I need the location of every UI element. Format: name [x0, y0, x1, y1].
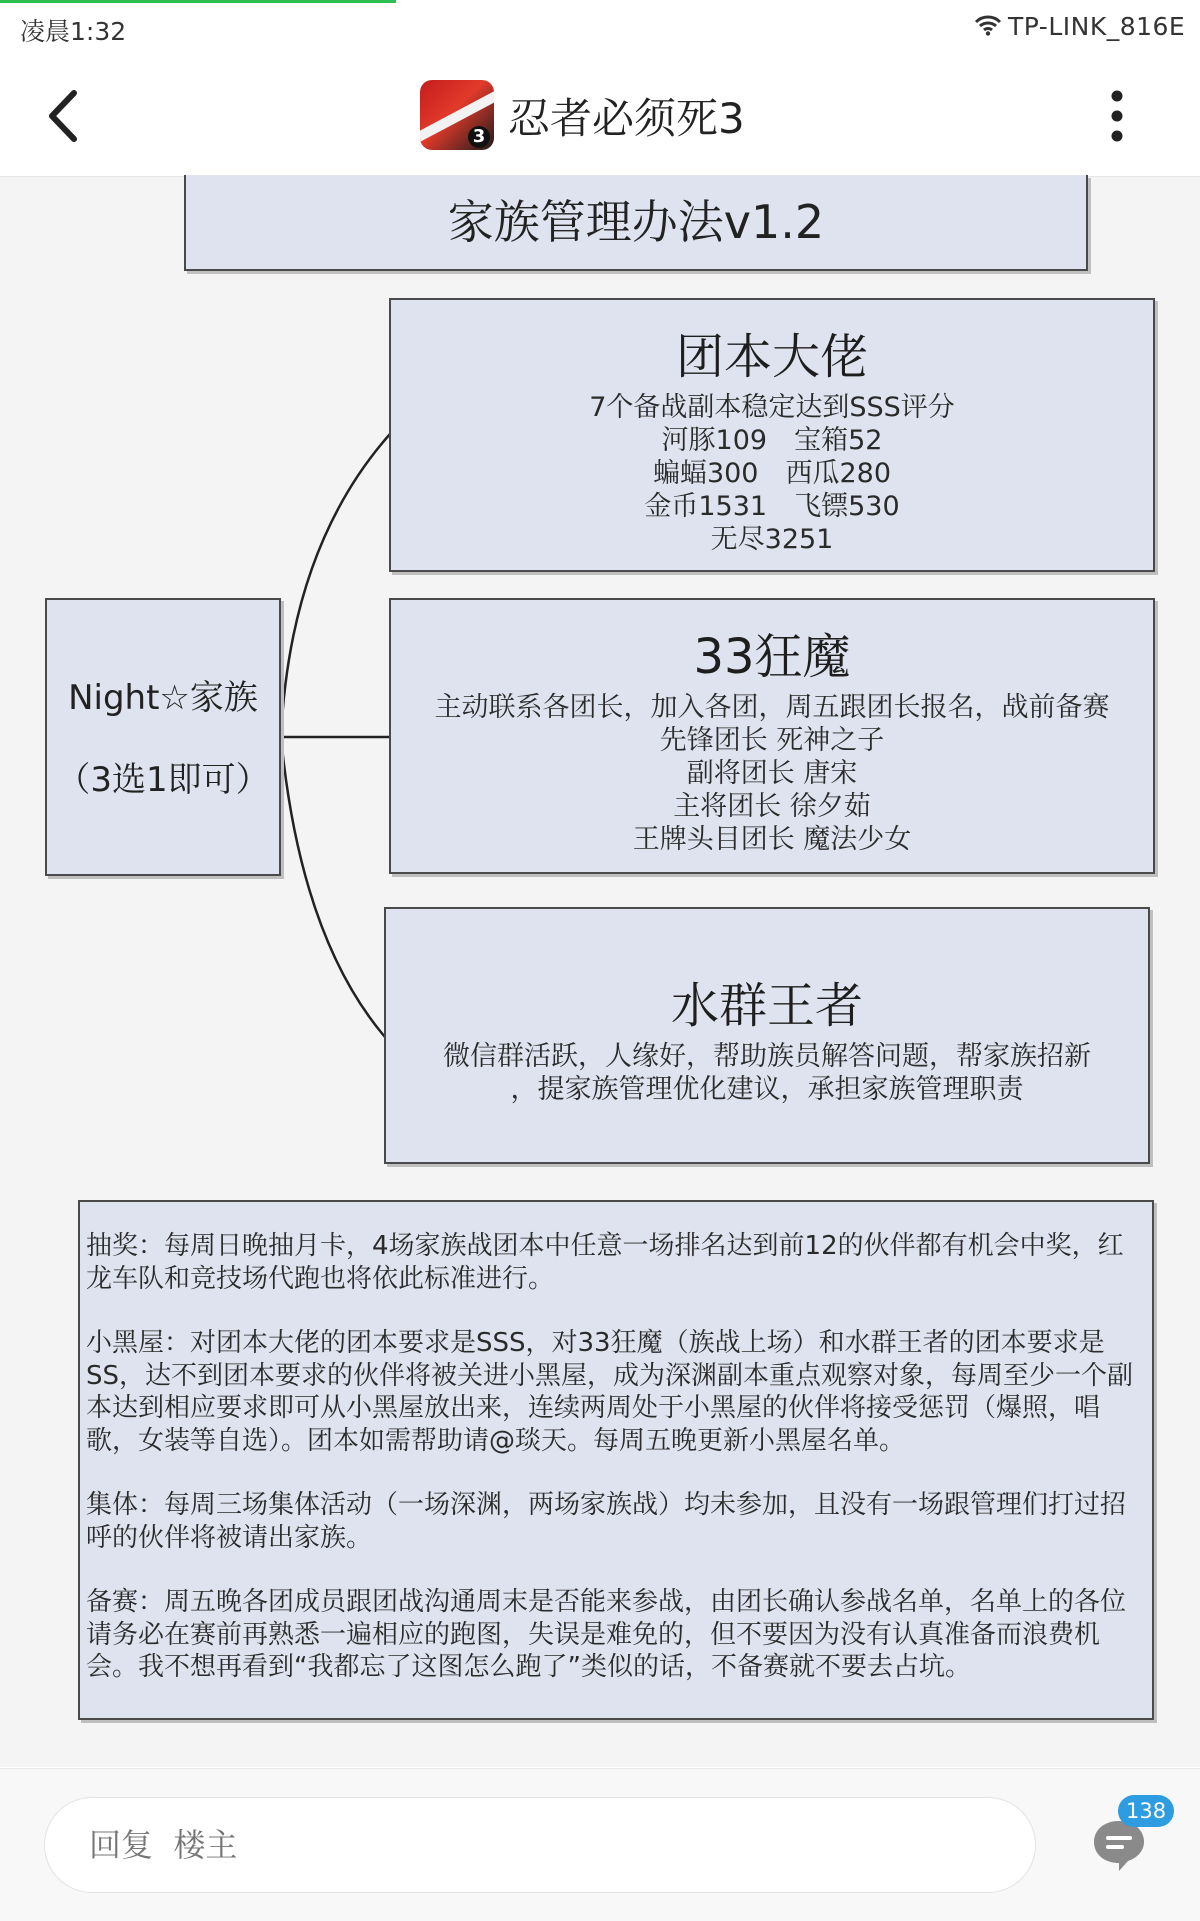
group-1-line: 河豚109 宝箱52: [661, 425, 883, 456]
wifi-icon: [974, 14, 1002, 36]
rule-paragraph: 备赛：周五晚各团成员跟团战沟通周末是否能来参战，由团长确认参战名单，名单上的各位请务必在赛前再熟悉一遍相应的跑图，失误是难免的，但不要因为没有认真准备而浪费机会。我不想再看到“我都忘了这图怎么跑了”类似的话，不备赛就不要去占坑。: [86, 1587, 1127, 1682]
group-1-line: 金币1531 飞镖530: [644, 491, 900, 522]
app-logo: [420, 80, 494, 150]
back-arrow-icon[interactable]: [40, 85, 90, 147]
network-name: TP-LINK_816E: [1008, 12, 1186, 41]
rule-paragraph: 小黑屋：对团本大佬的团本要求是SSS，对33狂魔（族战上场）和水群王者的团本要求是SS，达不到团本要求的伙伴将被关进小黑屋，成为深渊副本重点观察对象，每周至少一个副本达到相应要求即可从小黑屋放出来，连续两周处于小黑屋的伙伴将接受惩罚（爆照，唱歌，女装等自选）。团本如需帮助请@琰天。每周五晚更新小黑屋名单。: [86, 1328, 1134, 1456]
group-3-line: ，提家族管理优化建议，承担家族管理职责: [510, 1074, 1024, 1105]
group-1-title: 团本大佬: [675, 329, 868, 385]
page-load-progress: [0, 0, 396, 3]
group-3-title: 水群王者: [670, 978, 863, 1034]
group-1-line: 7个备战副本稳定达到SSS评分: [589, 392, 955, 423]
more-vertical-icon[interactable]: [1106, 88, 1128, 144]
group-2-line: 先锋团长 死神之子: [659, 725, 885, 756]
root-node-box: [45, 598, 281, 876]
group-2-line: 主将团长 徐夕茹: [673, 791, 871, 822]
group-2-line: 主动联系各团长，加入各团，周五跟团长报名，战前备赛: [434, 692, 1110, 723]
group-1-line: 蝙蝠300 西瓜280: [652, 458, 892, 489]
group-2-title: 33狂魔: [693, 629, 851, 685]
rule-paragraph: 集体：每周三场集体活动（一场深渊，两场家族战）均未参加，且没有一场跟管理们打过招呼的伙伴将被请出家族。: [86, 1490, 1127, 1553]
group-3: [384, 967, 1150, 1106]
group-1: [389, 318, 1155, 556]
doc-title: 家族管理办法v1.2: [447, 195, 825, 249]
logo-badge: 3: [468, 126, 490, 148]
rules-text: [86, 1230, 1146, 1716]
group-2-line: 王牌头目团长 魔法少女: [632, 824, 912, 855]
group-3-line: 微信群活跃，人缘好，帮助族员解答问题，帮家族招新: [443, 1041, 1091, 1072]
root-node-title: Night☆家族: [68, 678, 258, 718]
root-node-note: （3选1即可）: [56, 760, 270, 800]
status-time: 凌晨1:32: [20, 17, 127, 46]
page-title: 忍者必须死3: [508, 94, 745, 143]
reply-input[interactable]: [44, 1797, 1036, 1893]
group-2-line: 副将团长 唐宋: [686, 758, 858, 789]
comment-count-badge: 138: [1118, 1795, 1174, 1827]
rule-paragraph: 抽奖：每周日晚抽月卡，4场家族战团本中任意一场排名达到前12的伙伴都有机会中奖，红龙车队和竞技场代跑也将依此标准进行。: [86, 1231, 1124, 1294]
group-2: [389, 618, 1155, 856]
group-1-line: 无尽3251: [710, 524, 834, 555]
